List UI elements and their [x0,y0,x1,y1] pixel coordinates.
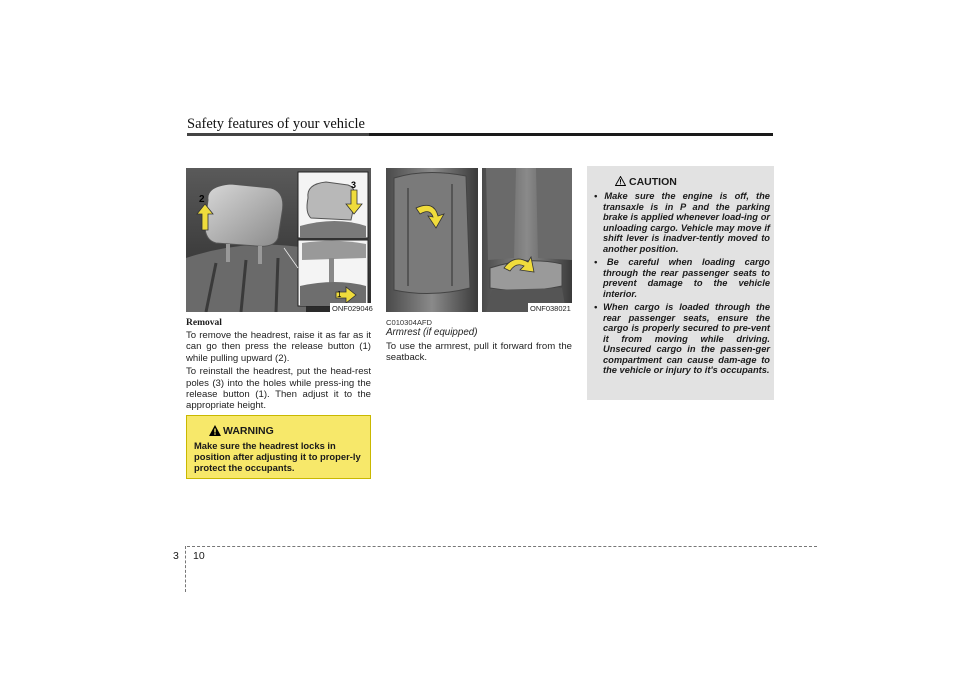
headrest-illustration [186,168,371,312]
callout-3: 3 [351,180,357,190]
armrest-body: To use the armrest, pull it forward from the seatback. [386,341,572,364]
caution-box [587,166,774,400]
callout-1: 1 [337,290,342,299]
warning-text: Make sure the headrest locks in position after adjusting it to proper-ly protect the occupants. [194,440,361,474]
caution-item: • When cargo is loaded through the rear passenger seats, ensure the cargo is properly secured to pre-vent it from moving while driving. Unsecured cargo in the passen-ger compartment can cause dam-age to the vehicle or injury to it's occupants. [594,302,770,376]
removal-body [186,330,371,414]
removal-paragraph-2: To reinstall the headrest, put the head-rest poles (3) into the holes while press-ing the release button (1). Then adjust it to the appropriate height. [186,366,371,412]
figure-code-1: ONF029046 [332,304,373,313]
caution-icon [615,176,626,186]
armrest-drawing [386,168,572,312]
armrest-subhead: Armrest (if equipped) [386,327,478,338]
warning-title: WARNING [223,425,274,437]
removal-paragraph-1: To remove the headrest, raise it as far as it can go then press the release button (1) while pulling upward (2). [186,330,371,364]
footer-rule [187,546,817,547]
warning-icon [209,425,221,436]
figure-code-2: ONF038021 [530,304,571,313]
removal-heading: Removal [186,318,222,328]
header-rule-accent [187,133,369,136]
callout-2: 2 [199,194,205,205]
armrest-code: C010304AFD [386,318,433,327]
footer-page-number: 10 [193,550,205,562]
caution-item: • Be careful when loading cargo through the rear passenger seats to prevent damage to the vehicle interior. [594,257,770,299]
footer-vertical-rule [185,546,186,592]
headrest-drawing [186,168,371,312]
caution-item: • Make sure the engine is off, the transaxle is in P and the parking brake is applied whenever load-ing or unloading cargo. Vehicle may move if shift lever is inadver-tently moved to another position. [594,191,770,254]
warning-box [186,415,371,479]
armrest-illustration [386,168,572,312]
caution-title: CAUTION [629,176,677,188]
caution-list [594,191,770,379]
footer-chapter-number: 3 [173,550,179,562]
page-header-title: Safety features of your vehicle [187,116,365,132]
